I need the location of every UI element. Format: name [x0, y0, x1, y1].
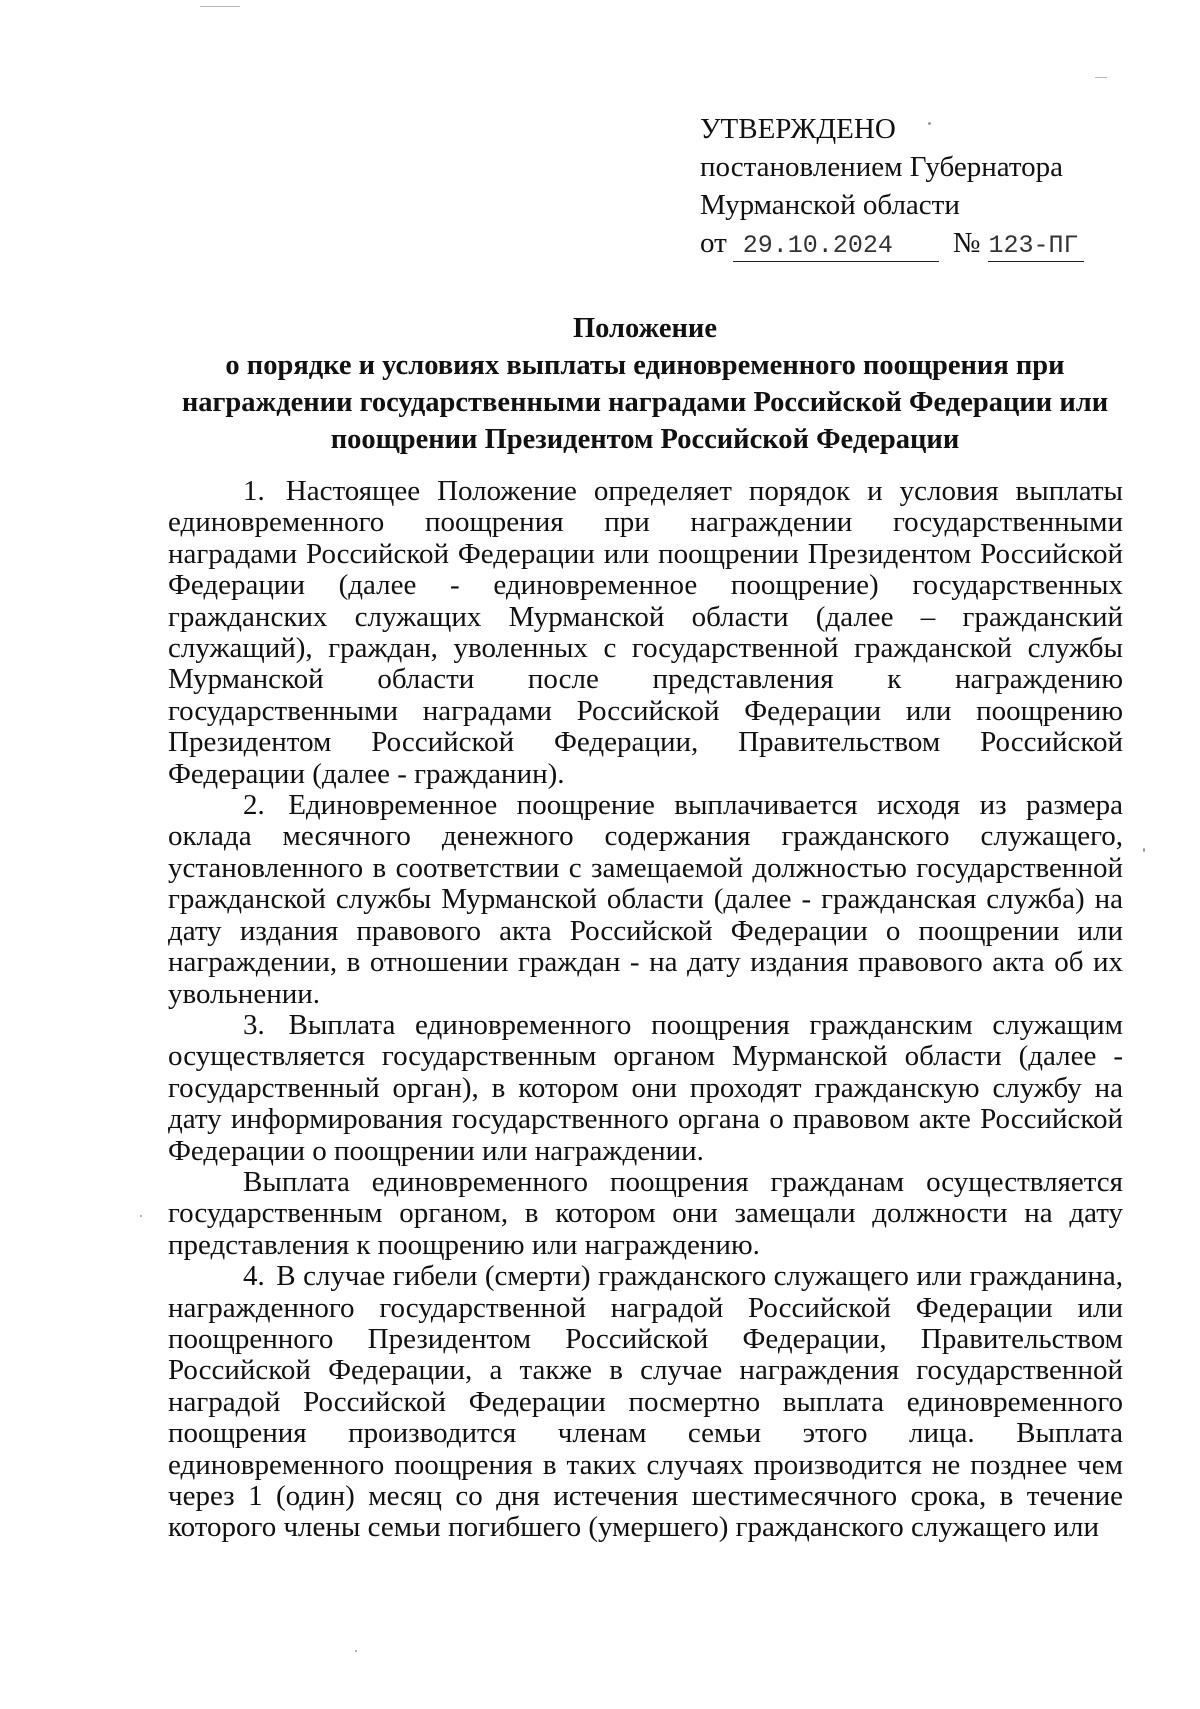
scan-artifact-line — [200, 6, 240, 7]
approved-label: УТВЕРЖДЕНО — [700, 113, 896, 145]
paragraph-text: Настоящее Положение определяет порядок и условия выплаты единовременного поощрения при награждении государственными наградами Российской Федерации или поощрении Президентом Российской Федерации (далее - единовременное поощрение) государственных гражданских служащих Мурманской области (далее – гражданский служащий), граждан, уволенных с государственной гражданской службы Мурманской области после представления к награждению государственными наградами Российской Федерации или поощрению Президентом Российской Федерации, Правительством Российской Федерации (далее - гражданин). — [168, 475, 1123, 790]
title-heading: Положение — [572, 313, 717, 344]
approval-region: Мурманской области — [700, 189, 960, 221]
paragraph-number: 4. — [243, 1260, 265, 1293]
paragraph-text: В случае гибели (смерти) гражданского служащего или гражданина, награжденного государственной наградой Российской Федерации или поощренного Президентом Российской Федерации, Правительством Российской Федерации, а также в случае награждения государственной наградой Российской Федерации посмертно выплата единовременного поощрения производится членам семьи этого лица. Выплата единовременного поощрения в таких случаях производится не позднее чем через 1 (один) месяц со дня истечения шестимесячного срока, в течение которого члены семьи погибшего (умершего) гражданского служащего или — [168, 1260, 1124, 1544]
paragraph-number: 1. — [243, 475, 265, 507]
paragraph-text: Выплата единовременного поощрения гражданским служащим осуществляется государственным органом Мурманской области (далее - государственный орган), в котором они проходят гражданскую службу на дату информирования государственного органа о правовом акте Российской Федерации о поощрении или награждении. — [168, 1008, 1123, 1167]
approval-stamp — [700, 110, 1140, 262]
number-sign: № — [952, 227, 981, 259]
paragraph-3 — [168, 1010, 1123, 1167]
scan-artifact-speck — [140, 1215, 142, 1217]
document-body — [168, 476, 1123, 1544]
paragraph-3-continued — [168, 1167, 1123, 1261]
date-prefix: от — [700, 227, 727, 259]
scan-artifact-speck — [355, 1650, 357, 1652]
title-line-1: о порядке и условиях выплаты единовременного поощрения при — [225, 350, 1065, 381]
paragraph-4 — [168, 1261, 1123, 1544]
approval-date: 29.10.2024 — [733, 231, 939, 262]
paragraph-number: 2. — [243, 789, 265, 822]
paragraph-2 — [168, 790, 1123, 1010]
approval-date-number — [700, 224, 1140, 262]
paragraph-1 — [168, 476, 1123, 790]
title-line-3: поощрении Президентом Российской Федерации — [330, 424, 960, 455]
paragraph-text: Единовременное поощрение выплачивается исходя из размера оклада месячного денежного содержания гражданского служащего, установленного в соответствии с замещаемой должностью государственной гражданской службы Мурманской области (далее - гражданская служба) на дату издания правового акта Российской Федерации о поощрении или награждении, в отношении граждан - на дату издания правового акта об их увольнении. — [168, 789, 1123, 1010]
title-line-2: награждении государственными наградами Российской Федерации или — [181, 387, 1109, 418]
paragraph-number: 3. — [243, 1008, 265, 1041]
scan-artifact-speck — [1143, 848, 1145, 852]
approval-authority: постановлением Губернатора — [700, 151, 1064, 183]
scan-artifact-line — [1095, 77, 1107, 78]
approval-number: 123-ПГ — [988, 231, 1084, 262]
paragraph-text: Выплата единовременного поощрения гражданам осуществляется государственным органом, в котором они замещали должности на дату представления к поощрению или награждению. — [168, 1165, 1123, 1261]
document-title — [150, 310, 1140, 458]
